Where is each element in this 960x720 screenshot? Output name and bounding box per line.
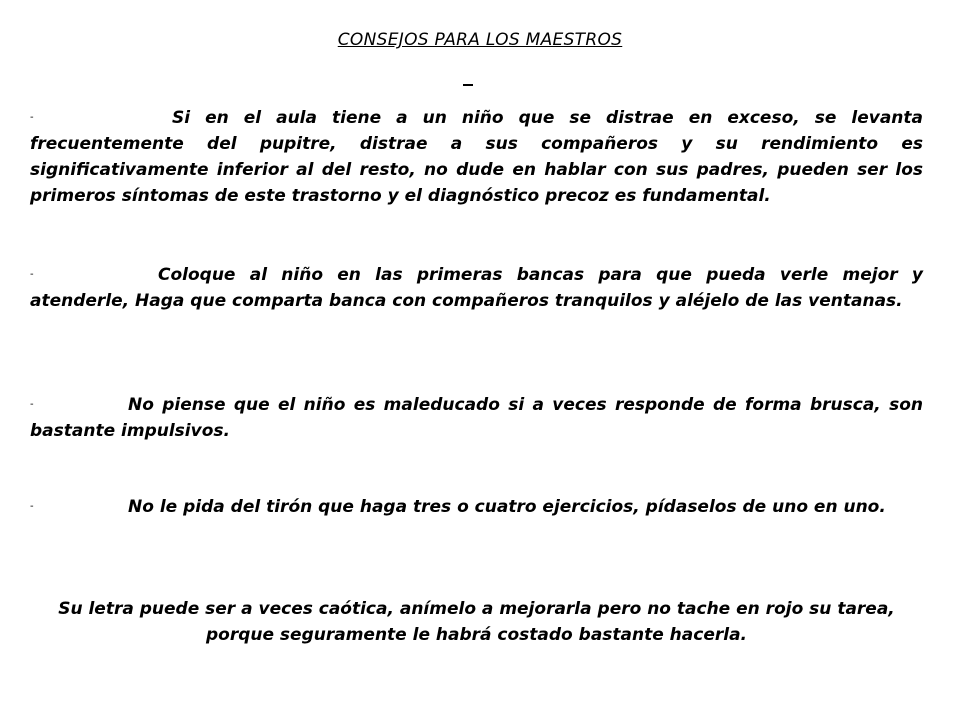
tip-paragraph (30, 392, 923, 444)
bullet-dash: - (30, 501, 34, 512)
title-underline-mark (463, 84, 473, 86)
tip-text: Si en el aula tiene a un niño que se distrae en exceso, se levanta frecuentemente del pupitre, distrae a sus compañeros y su rendimiento es significativamente inferior al del resto, no dude en hablar con sus padres, pueden ser los primeros síntomas de este trastorno y el diagnóstico precoz es fundamental. (30, 108, 923, 206)
bullet-dash: - (30, 112, 34, 123)
tip-text: Coloque al niño en las primeras bancas para que pueda verle mejor y atenderle, Haga que comparta banca con compañeros tranquilos y aléjelo de las ventanas. (30, 265, 923, 311)
page-title: CONSEJOS PARA LOS MAESTROS (337, 30, 623, 50)
tip-text: No piense que el niño es maleducado si a veces responde de forma brusca, son bastante impulsivos. (30, 395, 923, 441)
tip-paragraph (30, 494, 923, 520)
tip-paragraph (30, 105, 923, 209)
tip-text: No le pida del tirón que haga tres o cuatro ejercicios, pídaselos de uno en uno. (128, 497, 886, 517)
bullet-dash: - (30, 399, 34, 410)
bullet-dash: - (30, 269, 34, 280)
closing-note: Su letra puede ser a veces caótica, anímelo a mejorarla pero no tache en rojo su tarea, porque seguramente le habrá costado bastante hacerla. (58, 599, 895, 645)
tip-paragraph (30, 262, 923, 314)
